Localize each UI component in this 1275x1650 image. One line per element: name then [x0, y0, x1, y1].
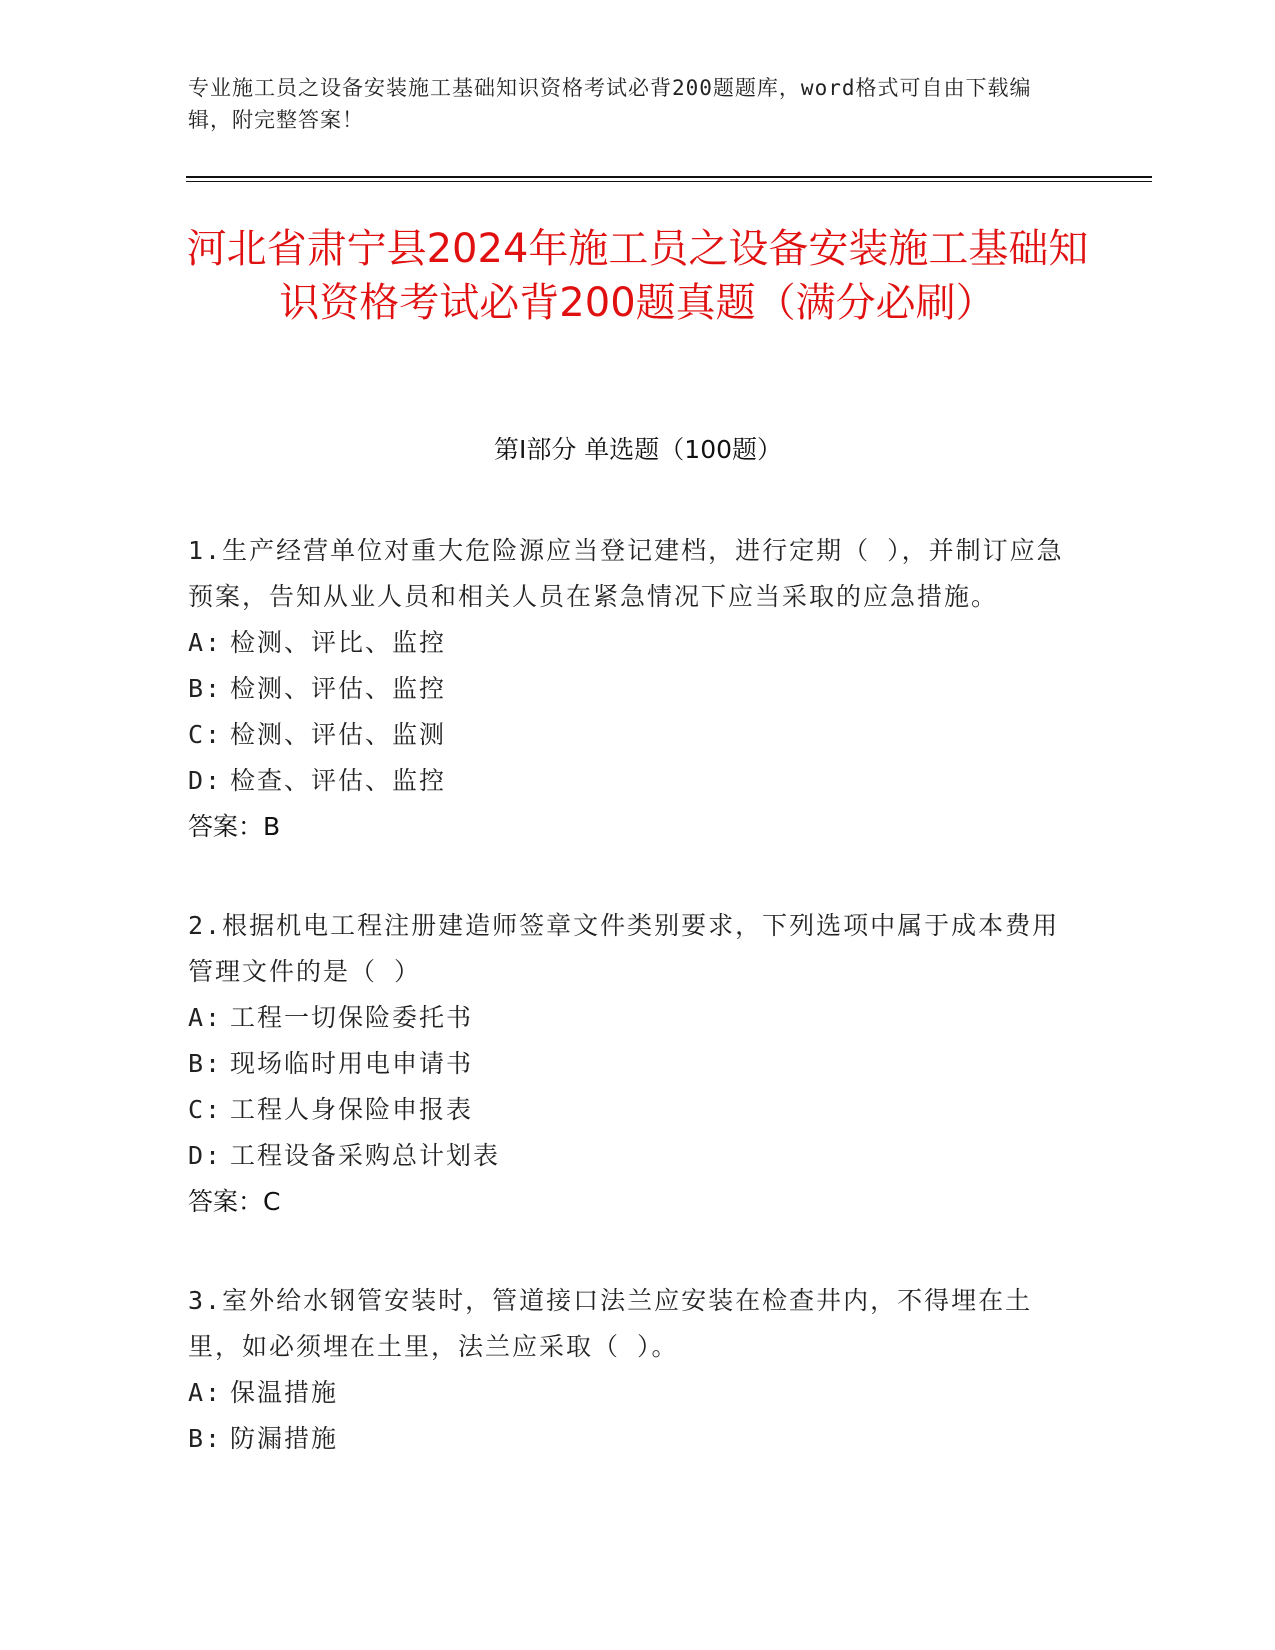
option-text: 检查、评估、监控: [230, 766, 447, 795]
question-2: [188, 903, 1078, 1225]
section-title: 第Ⅰ部分 单选题（100题）: [493, 435, 783, 464]
option-key: C:: [188, 720, 223, 749]
question-list: [188, 528, 1078, 1515]
header-divider-thin: [186, 181, 1152, 182]
option-key: A:: [188, 628, 223, 657]
option-d: [188, 1133, 1078, 1179]
answer: 答案：C: [188, 1187, 281, 1216]
option-text: 现场临时用电申请书: [230, 1049, 474, 1078]
header-note: 专业施工员之设备安装施工基础知识资格考试必背200题题库，word格式可自由下载编辑，附完整答案！: [188, 76, 1032, 132]
option-b: [188, 1041, 1078, 1087]
header-divider-thick: [186, 176, 1152, 178]
option-b: [188, 666, 1078, 712]
option-a: [188, 620, 1078, 666]
option-text: 检测、评估、监控: [230, 674, 447, 703]
question-stem: 2.根据机电工程注册建造师签章文件类别要求，下列选项中属于成本费用管理文件的是（ ）: [188, 911, 1060, 986]
option-key: C:: [188, 1095, 223, 1124]
option-b: [188, 1416, 1078, 1462]
option-text: 检测、评估、监测: [230, 720, 447, 749]
option-key: A:: [188, 1003, 223, 1032]
option-text: 检测、评比、监控: [230, 628, 447, 657]
option-key: A:: [188, 1378, 223, 1407]
option-key: B:: [188, 1049, 223, 1078]
option-c: [188, 1087, 1078, 1133]
option-text: 防漏措施: [230, 1424, 339, 1453]
option-a: [188, 1370, 1078, 1416]
answer: 答案：B: [188, 812, 281, 841]
option-text: 工程人身保险申报表: [230, 1095, 474, 1124]
option-text: 工程一切保险委托书: [230, 1003, 474, 1032]
question-1: [188, 528, 1078, 850]
option-key: B:: [188, 674, 223, 703]
option-a: [188, 995, 1078, 1041]
option-d: [188, 758, 1078, 804]
option-c: [188, 712, 1078, 758]
question-3: [188, 1278, 1078, 1462]
option-key: B:: [188, 1424, 223, 1453]
option-text: 工程设备采购总计划表: [230, 1141, 501, 1170]
document-title: 河北省肃宁县2024年施工员之设备安装施工基础知识资格考试必背200题真题（满分必刷）: [186, 226, 1089, 326]
question-stem: 1.生产经营单位对重大危险源应当登记建档，进行定期（ ），并制订应急预案，告知从业人员和相关人员在紧急情况下应当采取的应急措施。: [188, 536, 1064, 611]
question-stem: 3.室外给水钢管安装时，管道接口法兰应安装在检查井内，不得埋在土里，如必须埋在土里，法兰应采取（ ）。: [188, 1286, 1033, 1361]
option-key: D:: [188, 766, 223, 795]
option-text: 保温措施: [230, 1378, 339, 1407]
option-key: D:: [188, 1141, 223, 1170]
